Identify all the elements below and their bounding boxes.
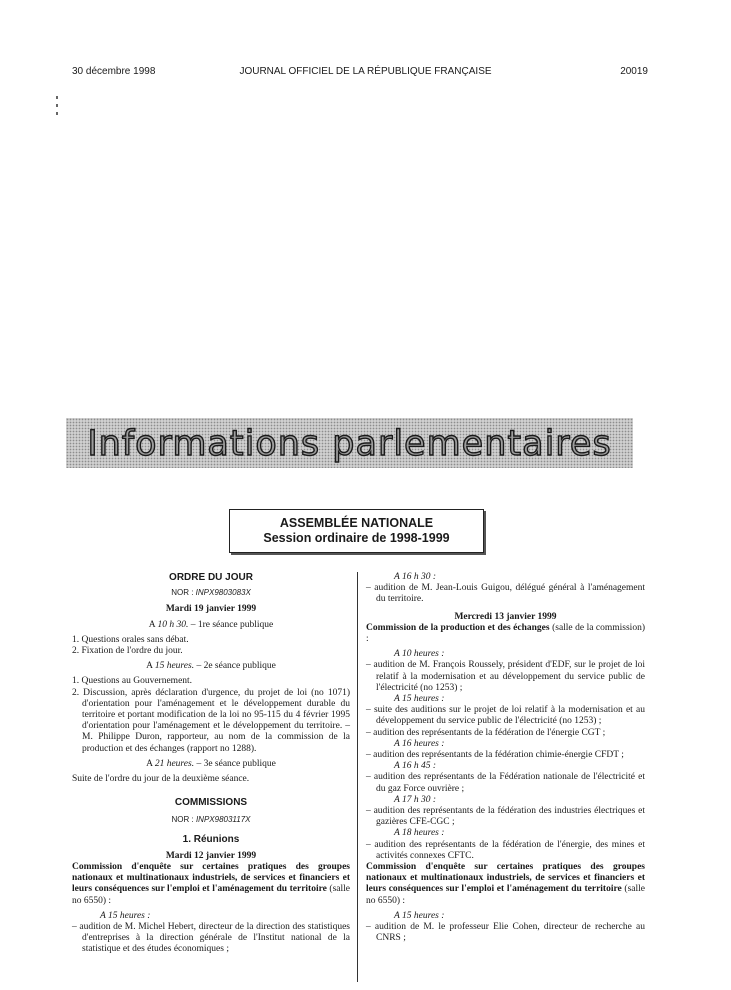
meeting-date: Mercredi 13 janvier 1999 bbox=[454, 611, 557, 622]
reunions-heading: 1. Réunions bbox=[182, 833, 240, 845]
nor-reference: NOR : INPX9803083X bbox=[171, 588, 251, 598]
hearing-item: – audition des représentants de la fédération des industries électriques et gazières CFE-CGC ; bbox=[366, 806, 645, 828]
margin-mark bbox=[56, 112, 58, 115]
session-title: Session ordinaire de 1998-1999 bbox=[263, 531, 450, 545]
header-date: 30 décembre 1998 bbox=[72, 66, 156, 77]
agenda-item: Suite de l'ordre du jour de la deuxième séance. bbox=[72, 774, 250, 785]
meeting-time: A 15 heures : bbox=[394, 694, 445, 705]
assembly-title-box bbox=[229, 509, 484, 553]
commission-name: Commission d'enquête sur certaines pratiques des groupes nationaux et multinationaux industriels, de services et financiers et leurs conséquences sur l'emploi et l'aménagement du territoire (salle no 6550) : bbox=[72, 862, 350, 906]
section-banner bbox=[66, 418, 633, 468]
seance-heading: A 15 heures. – 2e séance publique bbox=[146, 661, 276, 672]
header-journal-title: JOURNAL OFFICIEL DE LA RÉPUBLIQUE FRANÇAISE bbox=[239, 66, 492, 77]
agenda-item: 1. Questions orales sans débat. bbox=[72, 634, 189, 645]
left-column bbox=[72, 572, 350, 956]
meeting-time: A 16 h 45 : bbox=[394, 761, 437, 772]
hearing-item: – audition de M. François Roussely, président d'EDF, sur le projet de loi relatif à la modernisation et au développement du service public de l'électricité (no 1253) ; bbox=[366, 660, 645, 693]
meeting-time: A 15 heures : bbox=[100, 910, 151, 921]
meeting-time: A 18 heures : bbox=[394, 828, 445, 839]
nor-reference: NOR : INPX9803117X bbox=[171, 815, 251, 825]
ordre-du-jour-heading: ORDRE DU JOUR bbox=[169, 572, 253, 583]
commission-name: Commission d'enquête sur certaines pratiques des groupes nationaux et multinationaux industriels, de services et financiers et leurs conséquences sur l'emploi et l'aménagement du territoire (salle no 6550) : bbox=[366, 862, 645, 906]
seance-heading: A 10 h 30. – 1re séance publique bbox=[148, 619, 274, 630]
margin-mark bbox=[56, 104, 58, 107]
meeting-time: A 10 heures : bbox=[394, 649, 445, 660]
right-column bbox=[366, 572, 645, 945]
meeting-time: A 16 heures : bbox=[394, 738, 445, 749]
header-page-number: 20019 bbox=[620, 66, 648, 77]
meeting-time: A 16 h 30 : bbox=[394, 572, 437, 582]
meeting-time: A 15 heures : bbox=[394, 910, 445, 921]
sitting-date: Mardi 19 janvier 1999 bbox=[165, 604, 257, 615]
meeting-date: Mardi 12 janvier 1999 bbox=[165, 850, 257, 861]
hearing-item: – audition de M. Jean-Louis Guigou, délégué général à l'aménagement du territoire. bbox=[366, 583, 645, 605]
margin-mark bbox=[56, 96, 58, 99]
agenda-item: 2. Discussion, après déclaration d'urgence, du projet de loi (no 1071) d'orientation pour l'aménagement et le développement durable du territoire et portant modification de la loi no 95-115 du 4 février 1995 d'orientation pour l'aménagement et le développement du territoire. – M. Philippe Duron, rapporteur, au nom de la commission de la production et des échanges (rapport no 1288). bbox=[72, 687, 350, 754]
hearing-item: – audition des représentants de la Fédération nationale de l'électricité et du gaz Force ouvrière ; bbox=[366, 772, 645, 794]
agenda-item: 1. Questions au Gouvernement. bbox=[72, 676, 193, 687]
hearing-item: – audition des représentants de la fédération de l'énergie CGT ; bbox=[366, 727, 606, 738]
column-divider bbox=[357, 572, 358, 982]
banner-title: Informations parlementaires bbox=[87, 424, 612, 464]
agenda-item: 2. Fixation de l'ordre du jour. bbox=[72, 646, 183, 657]
assembly-name: ASSEMBLÉE NATIONALE bbox=[279, 516, 434, 530]
commission-name: Commission de la production et des échanges (salle de la commission) : bbox=[366, 622, 645, 645]
hearing-item: – audition des représentants de la fédération de l'énergie, des mines et activités connexes CFTC. bbox=[366, 839, 645, 861]
hearing-item: – audition de M. Michel Hebert, directeur de la direction des statistiques d'entreprises à la direction générale de l'Institut national de la statistique et des études économiques ; bbox=[72, 922, 350, 955]
hearing-item: – suite des auditions sur le projet de loi relatif à la modernisation et au développement du service public de l'électricité (no 1253) ; bbox=[366, 705, 645, 727]
hearing-item: – audition des représentants de la fédération chimie-énergie CFDT ; bbox=[366, 750, 624, 761]
hearing-item: – audition de M. le professeur Elie Cohen, directeur de recherche au CNRS ; bbox=[366, 922, 645, 944]
meeting-time: A 17 h 30 : bbox=[394, 794, 437, 805]
commissions-heading: COMMISSIONS bbox=[174, 797, 248, 809]
seance-heading: A 21 heures. – 3e séance publique bbox=[146, 758, 276, 769]
